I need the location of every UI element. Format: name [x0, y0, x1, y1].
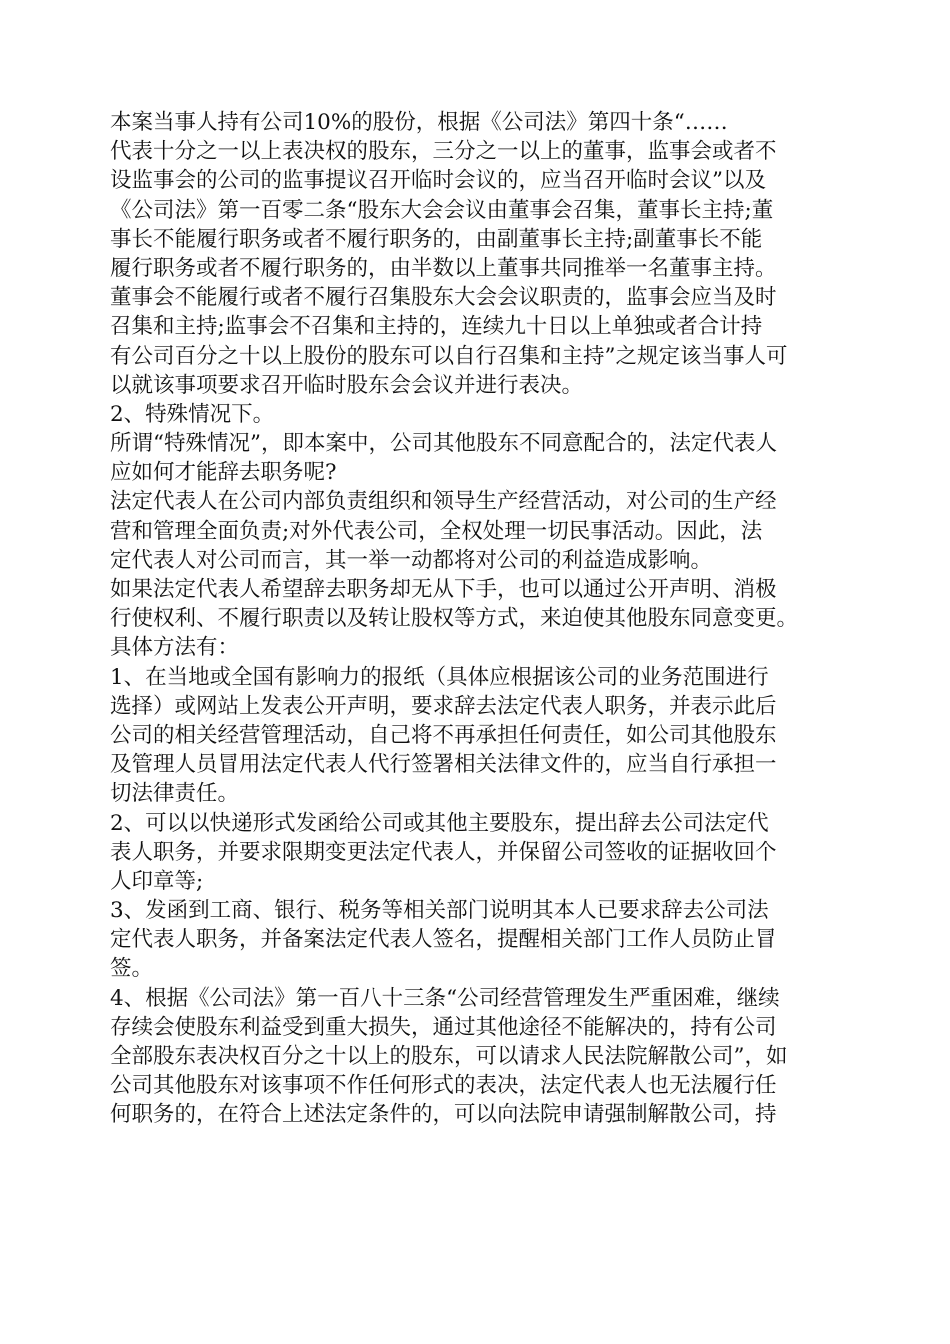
text-line: 法定代表人在公司内部负责组织和领导生产经营活动，对公司的生产经 — [110, 489, 777, 515]
text-line: 事长不能履行职务或者不履行职务的，由副董事长主持;副董事长不能 — [110, 226, 763, 252]
text-line: 签。 — [110, 956, 154, 982]
text-line: 本案当事人持有公司10%的股份，根据《公司法》第四十条“…… — [110, 110, 728, 135]
text-line: 切法律责任。 — [110, 781, 240, 807]
text-line: 以就该事项要求召开临时股东会会议并进行表决。 — [110, 372, 584, 398]
text-line: 存续会使股东利益受到重大损失，通过其他途径不能解决的，持有公司 — [110, 1014, 777, 1040]
text-line: 所谓“特殊情况”，即本案中，公司其他股东不同意配合的，法定代表人 — [110, 431, 777, 457]
text-line: 公司其他股东对该事项不作任何形式的表决，法定代表人也无法履行任 — [110, 1073, 777, 1099]
text-line: 营和管理全面负责;对外代表公司，全权处理一切民事活动。因此，法 — [110, 518, 763, 544]
text-line: 表人职务，并要求限期变更法定代表人，并保留公司签收的证据收回个 — [110, 839, 777, 865]
text-line: 具体方法有： — [110, 635, 240, 661]
text-line: 2、特殊情况下。 — [110, 401, 275, 427]
text-line: 公司的相关经营管理活动，自己将不再承担任何责任，如公司其他股东 — [110, 722, 777, 748]
text-line: 及管理人员冒用法定代表人代行签署相关法律文件的，应当自行承担一 — [110, 752, 777, 778]
text-line: 4、根据《公司法》第一百八十三条“公司经营管理发生严重困难，继续 — [110, 985, 780, 1011]
text-line: 何职务的，在符合上述法定条件的，可以向法院申请强制解散公司，持 — [110, 1102, 777, 1128]
text-line: 定代表人职务，并备案法定代表人签名，提醒相关部门工作人员防止冒 — [110, 927, 777, 953]
text-line: 1、在当地或全国有影响力的报纸（具体应根据该公司的业务范围进行 — [110, 664, 769, 690]
text-line: 如果法定代表人希望辞去职务却无从下手，也可以通过公开声明、消极 — [110, 577, 777, 602]
text-line: 代表十分之一以上表决权的股东，三分之一以上的董事，监事会或者不 — [110, 139, 777, 165]
text-line: 应如何才能辞去职务呢? — [110, 460, 337, 486]
text-line: 选择）或网站上发表公开声明，要求辞去法定代表人职务，并表示此后 — [110, 693, 777, 719]
text-line: 3、发函到工商、银行、税务等相关部门说明其本人已要求辞去公司法 — [110, 898, 769, 924]
text-line: 有公司百分之十以上股份的股东可以自行召集和主持”之规定该当事人可 — [110, 343, 788, 369]
text-line: 履行职务或者不履行职务的，由半数以上董事共同推举一名董事主持。 — [110, 255, 777, 281]
text-line: 2、可以以快递形式发函给公司或其他主要股东，提出辞去公司法定代 — [110, 810, 769, 836]
text-line: 全部股东表决权百分之十以上的股东，可以请求人民法院解散公司”，如 — [110, 1044, 788, 1069]
text-line: 《公司法》第一百零二条“股东大会会议由董事会召集，董事长主持;董 — [110, 197, 774, 223]
text-line: 董事会不能履行或者不履行召集股东大会会议职责的，监事会应当及时 — [110, 285, 777, 311]
text-line: 人印章等; — [110, 868, 204, 894]
text-line: 定代表人对公司而言，其一举一动都将对公司的利益造成影响。 — [110, 547, 713, 573]
text-line: 行使权利、不履行职责以及转让股权等方式，来迫使其他股东同意变更。 — [110, 606, 799, 632]
text-line: 设监事会的公司的监事提议召开临时会议的，应当召开临时会议”以及 — [110, 168, 766, 194]
document-page — [110, 108, 840, 1130]
text-line: 召集和主持;监事会不召集和主持的，连续九十日以上单独或者合计持 — [110, 314, 763, 340]
